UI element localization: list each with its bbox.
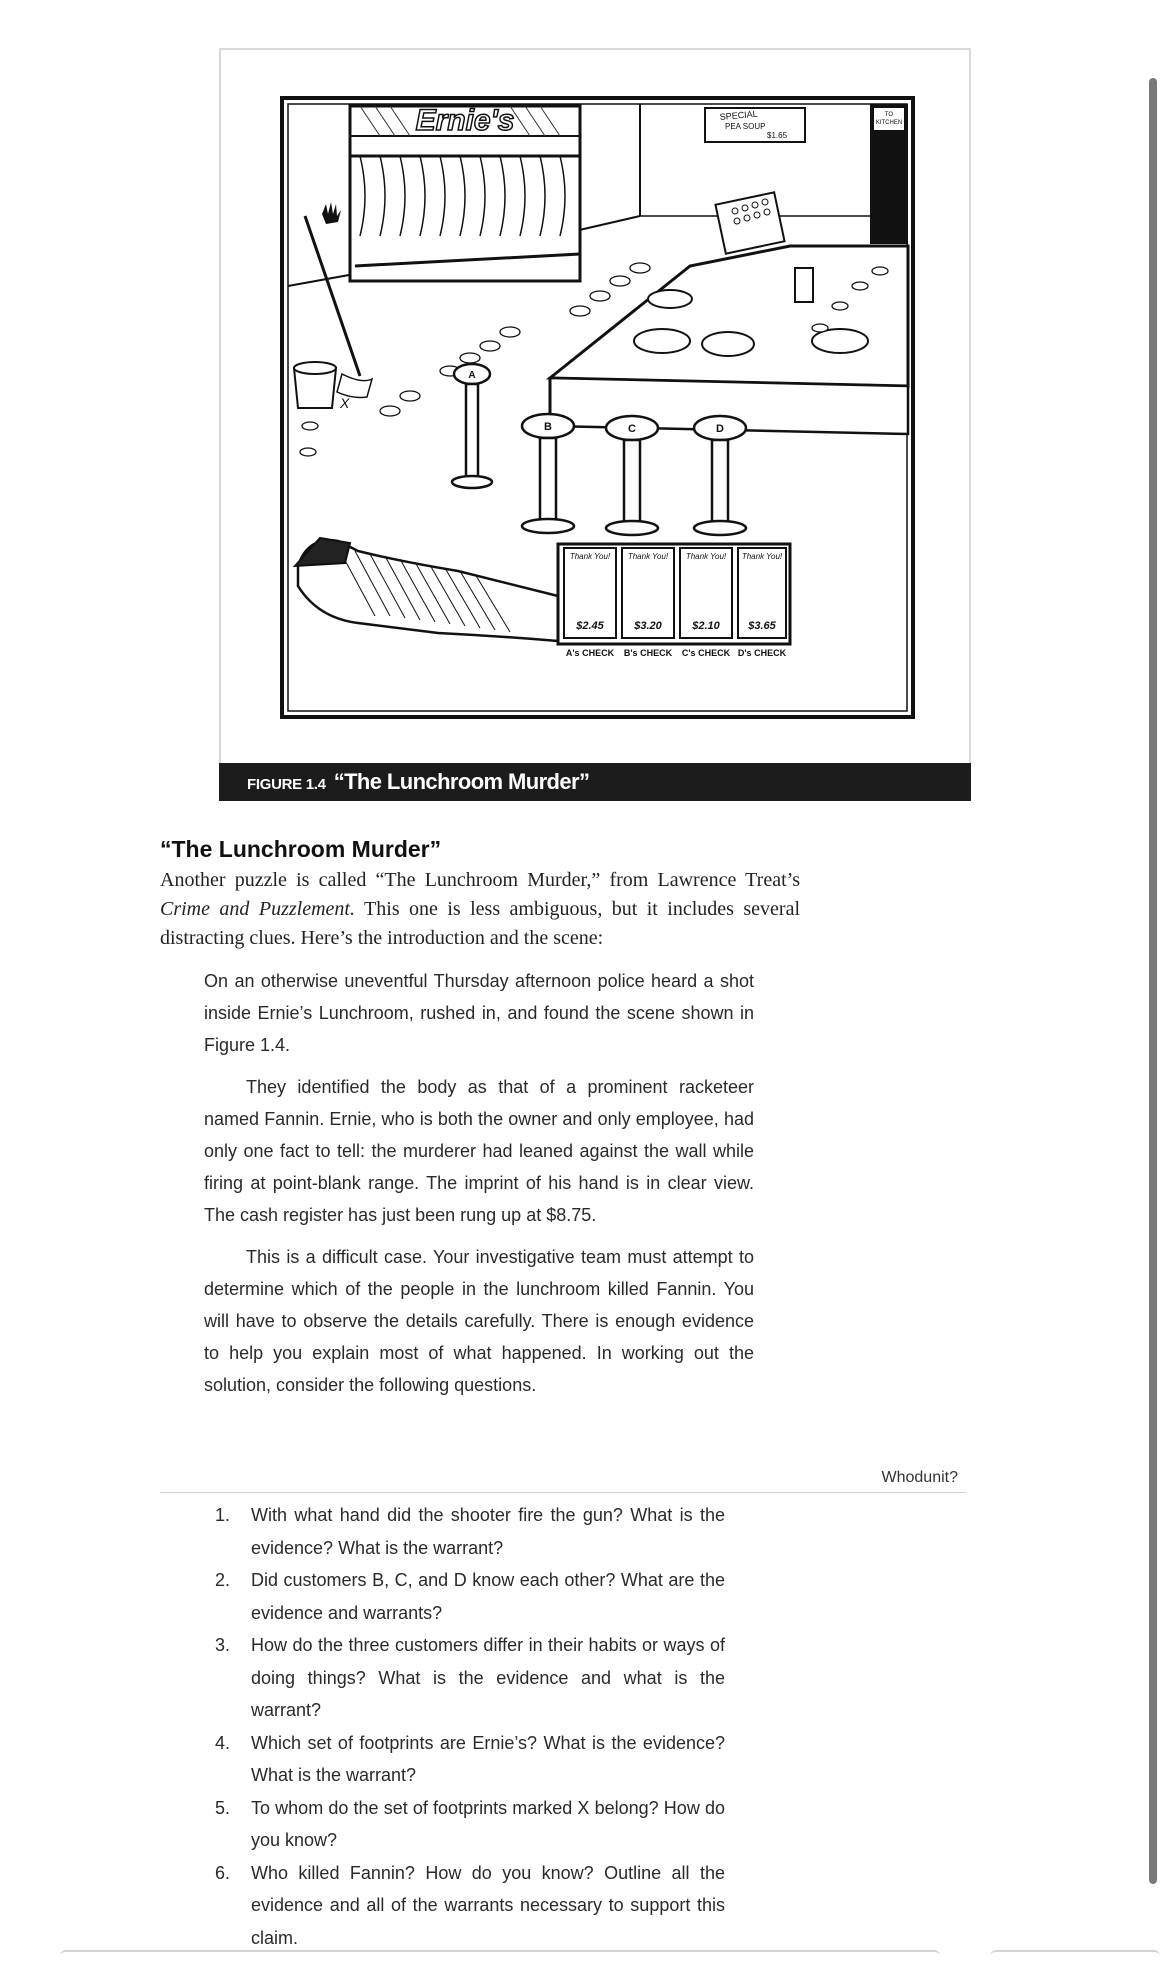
question-number: 3. — [215, 1635, 231, 1655]
bottom-toolbar-edge-right — [990, 1950, 1160, 1962]
check-a-header: Thank You! — [569, 552, 611, 561]
questions-list — [215, 1499, 725, 1954]
question-number: 2. — [215, 1570, 231, 1590]
check-c-header: Thank You! — [685, 552, 727, 561]
window — [350, 104, 580, 281]
figure-title: “The Lunchroom Murder” — [333, 769, 590, 794]
wall-sign-line-2: PEA SOUP — [725, 122, 766, 131]
check-c-label: C's CHECK — [681, 648, 731, 658]
quote-paragraph: They identified the body as that of a prominent racketeer named Fannin. Ernie, who is both the owner and only employee, had only one fact to tell: the murderer had leaned against the wall while firing at point-blank range. The imprint of his hand is in clear view. The cash register has just been rung up at $8.75. — [204, 1077, 754, 1225]
vertical-scrollbar[interactable] — [1149, 78, 1157, 1884]
page-divider — [160, 1492, 966, 1493]
door-sign-line-1: TO — [884, 112, 894, 118]
question-number: 6. — [215, 1862, 231, 1883]
question-item — [215, 1629, 725, 1727]
section-heading: “The Lunchroom Murder” — [160, 836, 442, 862]
question-item — [215, 1564, 725, 1629]
figure-frame — [219, 48, 971, 800]
check-d-amount: $3.65 — [748, 620, 776, 632]
intro-paragraph — [160, 866, 800, 953]
stool-label-d: D — [716, 423, 724, 435]
question-text: How do the three customers differ in their habits or ways of doing things? What is the evidence and what is the warrant? — [251, 1635, 725, 1720]
figure-caption — [219, 763, 971, 801]
window-sign-text: Ernie's — [415, 104, 515, 137]
question-text: Which set of footprints are Ernie’s? What is the evidence? What is the warrant? — [251, 1732, 725, 1785]
wall-sign — [705, 108, 805, 142]
question-item — [215, 1499, 725, 1564]
running-head: Whodunit? — [881, 1469, 958, 1486]
stool-label-b: B — [544, 421, 552, 433]
scene-quote — [204, 965, 754, 1411]
lunchroom-illustration — [280, 96, 915, 719]
check-b-label: B's CHECK — [623, 648, 673, 658]
question-text: To whom do the set of footprints marked X belong? How do you know? — [251, 1797, 725, 1850]
intro-text-after: This one is less ambiguous, but it includes several distracting clues. Here’s the introduction and the scene: — [160, 898, 801, 949]
question-text: With what hand did the shooter fire the gun? What is the evidence? What is the warrant? — [251, 1505, 725, 1558]
check-c-amount: $2.10 — [692, 620, 720, 632]
stool-label-a: A — [468, 370, 476, 381]
quote-paragraph: This is a difficult case. Your investigative team must attempt to determine which of the people in the lunchroom killed Fannin. You will have to observe the details carefully. There is enough evidence to help you explain most of what happened. In working out the solution, consider the following questions. — [204, 1247, 754, 1395]
quote-paragraph: On an otherwise uneventful Thursday afternoon police heard a shot inside Ernie’s Lunchroom, rushed in, and found the scene shown in Figure 1.4. — [204, 971, 754, 1055]
book-title: Crime and Puzzlement. — [160, 898, 355, 920]
question-item — [215, 1857, 725, 1955]
question-text: Did customers B, C, and D know each other? What are the evidence and warrants? — [251, 1570, 725, 1623]
check-b-header: Thank You! — [627, 552, 669, 561]
question-number: 5. — [215, 1797, 231, 1818]
wall-sign-line-1: SPECIAL — [719, 108, 759, 122]
check-d-label: D's CHECK — [737, 648, 787, 658]
stool-label-c: C — [628, 423, 636, 435]
question-number: 1. — [215, 1505, 231, 1525]
question-item — [215, 1792, 725, 1857]
question-text: Who killed Fannin? How do you know? Outline all the evidence and all of the warrants necessary to support this claim. — [251, 1862, 725, 1948]
footprint-marker-x: X — [340, 395, 350, 411]
wall-sign-line-3: $1.65 — [767, 131, 788, 140]
intro-text-before: Another puzzle is called “The Lunchroom Murder,” from Lawrence Treat’s — [160, 869, 800, 891]
kitchen-door — [870, 104, 908, 244]
question-number: 4. — [215, 1732, 231, 1753]
door-sign-line-2: KITCHEN — [875, 120, 903, 126]
check-d-header: Thank You! — [741, 552, 783, 561]
figure-label: FIGURE 1.4 — [247, 776, 326, 793]
check-a-label: A's CHECK — [565, 648, 615, 658]
check-a-amount: $2.45 — [576, 620, 604, 632]
bottom-toolbar-edge — [60, 1950, 940, 1962]
question-item — [215, 1727, 725, 1792]
check-b-amount: $3.20 — [634, 620, 662, 632]
checks-row — [558, 544, 790, 658]
